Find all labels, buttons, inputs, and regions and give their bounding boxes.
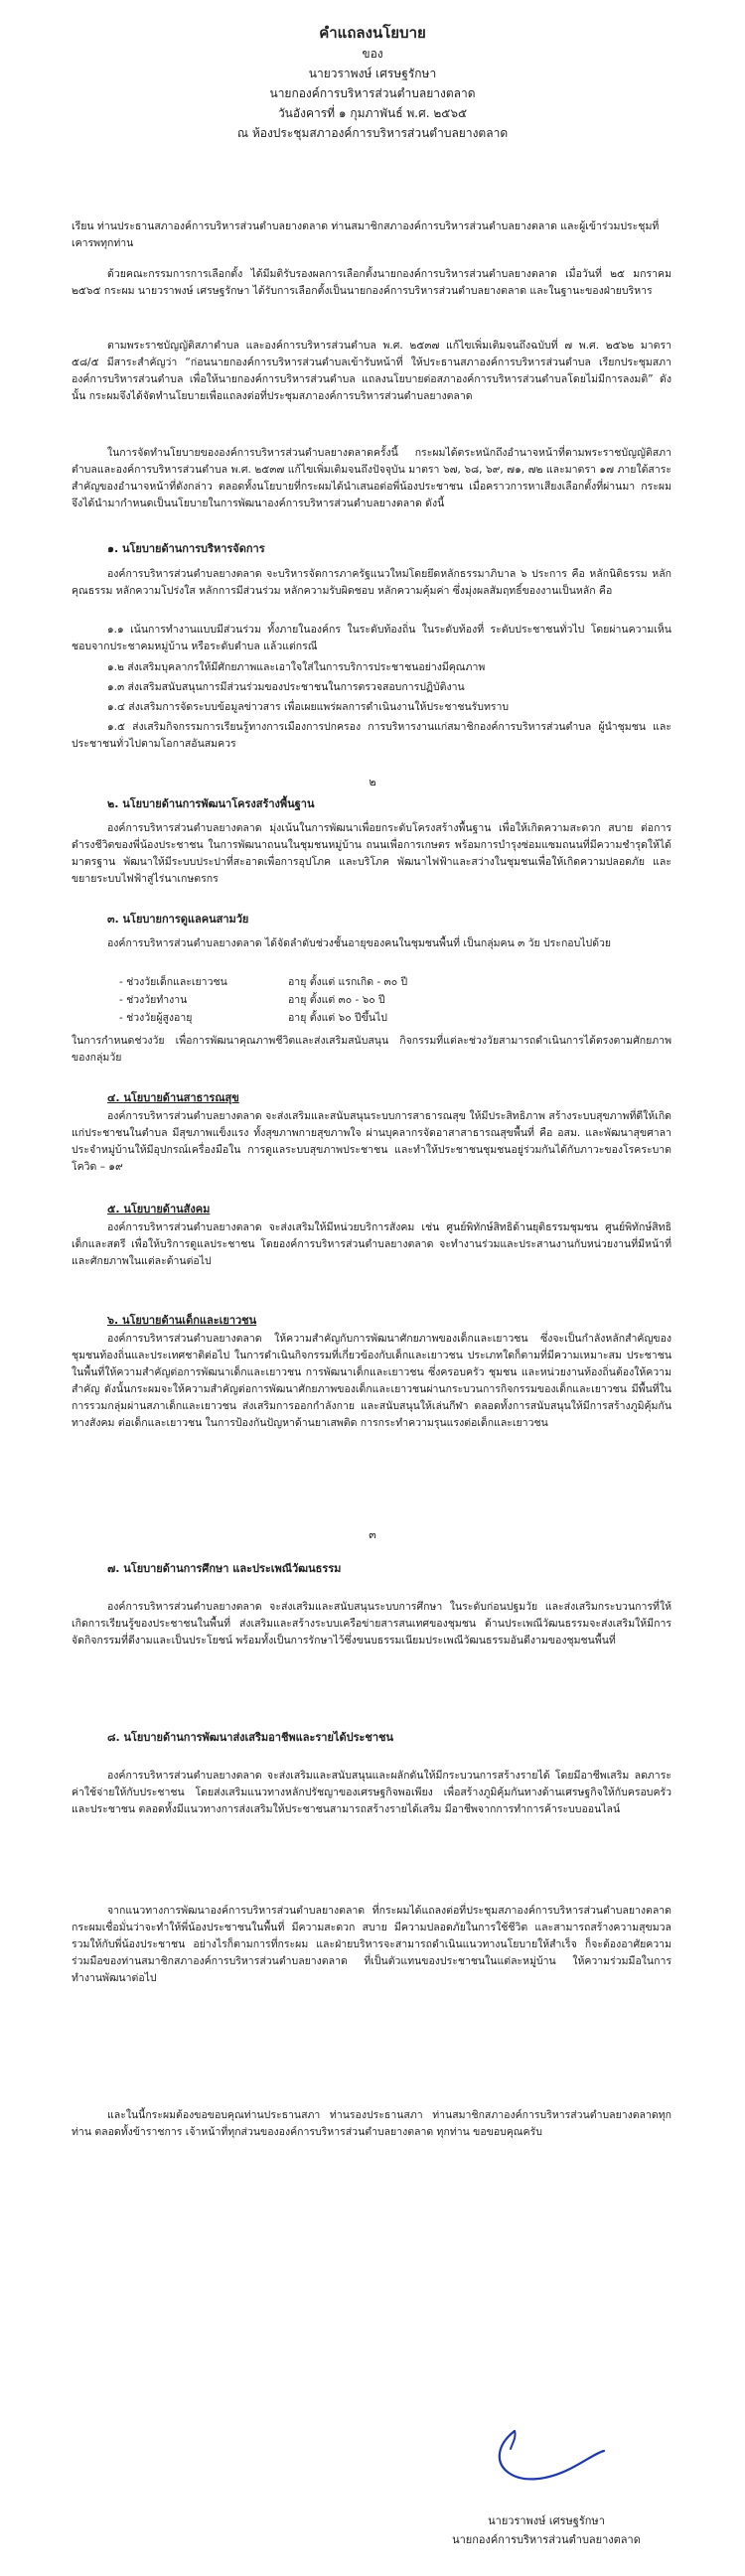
document-title: คำแถลงนโยบาย: [319, 24, 426, 42]
subtitle-line: วันอังคารที่ ๑ กุมภาพันธ์ พ.ศ. ๒๕๖๕: [277, 106, 468, 120]
policy-item: ๑.๓ ส่งเสริมสนับสนุนการมีส่วนร่วมของประชาชนในการตรวจสอบการปฏิบัติงาน: [107, 681, 465, 693]
closing-paragraph: จากแนวทางการพัฒนาองค์การบริหารส่วนตำบลยางตลาด ที่กระผมได้แถลงต่อที่ประชุมสภาองค์การบริหารส่วนตำบลยางตลาด กระผมเชื่อมั่นว่าจะทำให้พี่น้องประชาชนในพื้นที่ มีความสะดวก สบาย มีความปลอดภัยในการใช้ชีวิต และสามารถสร้างความสุขมวลรวมให้กับพี่น้องประชาชน อย่างไรก็ตามการที่กระผม และฝ่ายบริหารจะสามารถดำเนินแนวทางนโยบายให้สำเร็จ ก็จะต้องอาศัยความร่วมมือของท่านสมาชิกสภาองค์การบริหารส่วนตำบลยางตลาด ที่เป็นตัวแทนของประชาชนในแต่ละหมู่บ้าน ให้ความร่วมมือในการทำงานพัฒนาต่อไป: [72, 1905, 671, 1984]
policy-item: ๑.๒ ส่งเสริมบุคลากรให้มีศักยภาพและเอาใจใส่ในการบริการประชาชนอย่างมีคุณภาพ: [107, 661, 486, 673]
subtitle-line: นายกองค์การบริหารส่วนตำบลยางตลาด: [269, 86, 476, 100]
age-group-range: อายุ ตั้งแต่ ๖๐ ปีขึ้นไป: [288, 1012, 387, 1024]
policy-body: องค์การบริหารส่วนตำบลยางตลาด มุ่งเน้นในการพัฒนาเพื่อยกระดับโครงสร้างพื้นฐาน เพื่อให้เกิดความสะดวก สบาย ต่อการดำรงชีวิตของพี่น้องประชาชน ในการพัฒนาถนนในชุมชนหมู่บ้าน ถนนเพื่อการเกษตร พร้อมการบำรุงซ่อมแซมถนนที่มีความชำรุดให้ได้มาตรฐาน พัฒนาให้มีระบบประปาที่สะอาดเพื่อการอุปโภค และบริโภค พัฒนาไฟฟ้าและสว่างในชุมชนเพื่อให้เกิดความปลอดภัย และขยายระบบไฟฟ้าสู่ไร่นาเกษตรกร: [72, 822, 671, 885]
policy-heading: ๒. นโยบายด้านการพัฒนาโครงสร้างพื้นฐาน: [107, 797, 315, 810]
age-group-row: [119, 1009, 536, 1027]
closing-paragraph: และในนี้กระผมต้องขอขอบคุณท่านประธานสภา ท่านรองประธานสภา ท่านสมาชิกสภาองค์การบริหารส่วนตำบลยางตลาดทุกท่าน ตลอดทั้งข้าราชการ เจ้าหน้าที่ทุกส่วนขององค์การบริหารส่วนตำบลยางตลาด ทุกท่าน ขอขอบคุณครับ: [72, 2109, 671, 2138]
signer-position: นายกองค์การบริหารส่วนตำบลยางตลาด: [452, 2533, 641, 2546]
page-number: ๓: [369, 1528, 376, 1541]
policy-body: องค์การบริหารส่วนตำบลยางตลาด ให้ความสำคัญกับการพัฒนาศักยภาพของเด็กและเยาวชน ซึ่งจะเป็นกำลังหลักสำคัญของชุมชนท้องถิ่นและประเทศชาติต่อไป ในการดำเนินกิจกรรมที่เกี่ยวข้องกับเด็กและเยาวชน ประเภทใดก็ตามที่มีความเหมาะสม ประชาชนในพื้นที่ให้ความสำคัญต่อการพัฒนาเด็กและเยาวชน การพัฒนาเด็กและเยาวชน ซึ่งครอบครัว ชุมชน และหน่วยงานท้องถิ่นต้องให้ความสำคัญ ดังนั้นกระผมจะให้ความสำคัญต่อการพัฒนาศักยภาพของเด็กและเยาวชนผ่านกระบวนการกิจกรรมของเด็กและเยาวชน มีพื้นที่ในการรวมกลุ่มผ่านสภาเด็กและเยาวชน ส่งเสริมการออกกำลังกาย และสนับสนุนให้เล่นกีฬา ตลอดทั้งการสนับสนุนให้มีการสร้างภูมิคุ้มกันทางสังคม ต่อเด็กและเยาวชน ในการป้องกันปัญหาด้านยาเสพติด การกระทำความรุนแรงต่อเด็กและเยาวชน: [72, 1333, 671, 1429]
age-group-row: [119, 991, 536, 1009]
policy-body: องค์การบริหารส่วนตำบลยางตลาด จะส่งเสริมและสนับสนุนระบบการศึกษา ในระดับก่อนปฐมวัย และส่งเสริมกระบวนการที่ให้เกิดการเรียนรู้ของประชาชนในพื้นที่ ส่งเสริมและสร้างระบบเครือข่ายสารสนเทศของชุมชน ด้านประเพณีวัฒนธรรมจะส่งเสริมให้มีการจัดกิจกรรมที่ดีงามและเป็นประโยชน์ พร้อมทั้งเป็นการรักษาไว้ซึ่งขนบธรรมเนียมประเพณีวัฒนธรรมอันดีงามของชุมชนพื้นที่: [72, 1601, 671, 1646]
policy-heading: ๗. นโยบายด้านการศึกษา และประเพณีวัฒนธรรม: [107, 1562, 342, 1575]
policy-body: องค์การบริหารส่วนตำบลยางตลาด จะส่งเสริมให้มีหน่วยบริการสังคม เช่น ศูนย์พิทักษ์สิทธิด้านยุติธรรมชุมชน ศูนย์พิทักษ์สิทธิเด็กและสตรี เพื่อให้บริการดูแลประชาชน โดยองค์การบริหารส่วนตำบลยางตลาด จะทำงานร่วมและประสานงานกับหน่วยงานที่มีหน้าที่ และศักยภาพในแต่ละด้านต่อไป: [72, 1221, 671, 1267]
subtitle-line: นายวราพงษ์ เศรษฐรักษา: [308, 67, 437, 80]
subtitle-line: ณ ห้องประชุมสภาองค์การบริหารส่วนตำบลยางตลาด: [236, 126, 509, 140]
policy-heading: ๖. นโยบายด้านเด็กและเยาวชน: [107, 1314, 257, 1327]
policy-heading: ๘. นโยบายด้านการพัฒนาส่งเสริมอาชีพและรายได้ประชาชน: [107, 1731, 394, 1744]
policy-body: องค์การบริหารส่วนตำบลยางตลาด ได้จัดลำดับช่วงชั้นอายุของคนในชุมชนพื้นที่ เป็นกลุ่มคน ๓ วัย ประกอบไปด้วย: [107, 937, 612, 949]
title-block: [0, 22, 745, 143]
policy-body: ในการกำหนดช่วงวัย เพื่อการพัฒนาคุณภาพชีวิตและส่งเสริมสนับสนุน กิจกรรมที่แต่ละช่วงวัยสามารถดำเนินการได้ตรงตามศักยภาพของกลุ่มวัย: [72, 1035, 671, 1064]
policy-item: ๑.๑ เน้นการทำงานแบบมีส่วนร่วม ทั้งภายในองค์กร ในระดับท้องถิ่น ในระดับท้องที่ ระดับประชาชนทั่วไป โดยผ่านความเห็นชอบจากประชาคมหมู่บ้าน หรือระดับตำบล แล้วแต่กรณี: [72, 624, 671, 652]
policy-body: องค์การบริหารส่วนตำบลยางตลาด จะส่งเสริมและสนับสนุนระบบการสาธารณสุข ให้มีประสิทธิภาพ สร้างระบบสุขภาพที่ดีให้เกิดแก่ประชาชนในตำบล มีสุขภาพแข็งแรง ทั้งสุขภาพกายสุขภาพใจ ผ่านบุคลากรจัดอาสาสาธารณสุขพื้นที่ คือ อสม. และพัฒนาสุขศาลาประจำหมู่บ้านให้มีอุปกรณ์เครื่องมือใน การดูแลระบบสุขภาพประชาชน และทำให้ประชาชนชุมชนอยู่ร่วมกันได้กับภาวะของโรคระบาดโควิด – ๑๙: [72, 1110, 671, 1173]
signature: [437, 2423, 636, 2493]
policy-heading: ๕. นโยบายด้านสังคม: [107, 1203, 211, 1216]
intro-paragraph: ในการจัดทำนโยบายขององค์การบริหารส่วนตำบลยางตลาดครั้งนี้ กระผมได้ตระหนักถึงอำนาจหน้าที่ตามพระราชบัญญัติสภาตำบลและองค์การบริหารส่วนตำบล พ.ศ. ๒๕๓๗ แก้ไขเพิ่มเติมจนถึงปัจจุบัน มาตรา ๖๗, ๖๘, ๖๙, ๗๑, ๗๒ และมาตรา ๑๗ ภายใต้สาระสำคัญของอำนาจหน้าที่ดังกล่าว ตลอดทั้งนโยบายที่กระผมได้นำเสนอต่อพี่น้องประชาชน เมื่อคราวการหาเสียงเลือกตั้งที่ผ่านมา กระผมจึงได้นำมากำหนดเป็นนโยบายในการพัฒนาองค์การบริหารส่วนตำบลยางตลาด ดังนี้: [72, 447, 671, 509]
policy-item: ๑.๕ ส่งเสริมกิจกรรมการเรียนรู้ทางการเมืองการปกครอง การบริหารงานแก่สมาชิกองค์การบริหารส่วนตำบล ผู้นำชุมชน และประชาชนทั่วไปตามโอกาสอันสมควร: [72, 721, 671, 750]
salutation: เรียน ท่านประธานสภาองค์การบริหารส่วนตำบลยางตลาด ท่านสมาชิกสภาองค์การบริหารส่วนตำบลยางตลาด และผู้เข้าร่วมประชุมที่เคารพทุกท่าน: [72, 220, 660, 249]
policy-body: องค์การบริหารส่วนตำบลยางตลาด จะส่งเสริมและสนับสนุนและผลักดันให้มีกระบวนการสร้างรายได้ โดยมีอาชีพเสริม ลดภาระค่าใช้จ่ายให้กับประชาชน โดยส่งเสริมแนวทางหลักปรัชญาของเศรษฐกิจพอเพียง เพื่อสร้างภูมิคุ้มกันทางด้านเศรษฐกิจให้กับครอบครัวและประชาชน ตลอดทั้งมีแนวทางการส่งเสริมให้ประชาชนสามารถสร้างรายได้เสริม มีอาชีพจากการทำการค้าระบบออนไลน์: [72, 1770, 671, 1815]
age-group-list: [119, 973, 536, 1027]
policy-heading: ๔. นโยบายด้านสาธารณสุข: [107, 1091, 239, 1104]
age-group-row: [119, 973, 536, 991]
intro-paragraph: ตามพระราชบัญญัติสภาตำบล และองค์การบริหารส่วนตำบล พ.ศ. ๒๕๓๗ แก้ไขเพิ่มเติมจนถึงฉบับที่ ๗ พ.ศ. ๒๕๖๒ มาตรา ๕๘/๕ มีสาระสำคัญว่า “ก่อนนายกองค์การบริหารส่วนตำบลเข้ารับหน้าที่ ให้ประธานสภาองค์การบริหารส่วนตำบล เรียกประชุมสภาองค์การบริหารส่วนตำบล เพื่อให้นายกองค์การบริหารส่วนตำบล แถลงนโยบายต่อสภาองค์การบริหารส่วนตำบลโดยไม่มีการลงมติ” ดังนั้น กระผมจึงได้จัดทำนโยบายเพื่อแถลงต่อที่ประชุมสภาองค์การบริหารส่วนตำบลยางตลาด: [72, 340, 671, 402]
age-group-range: อายุ ตั้งแต่ แรกเกิด - ๓๐ ปี: [288, 976, 408, 988]
age-group-label: - ช่วงวัยทำงาน: [119, 994, 188, 1006]
policy-body: องค์การบริหารส่วนตำบลยางตลาด จะบริหารจัดการภาครัฐแนวใหม่โดยยึดหลักธรรมาภิบาล ๖ ประการ คือ หลักนิติธรรม หลักคุณธรรม หลักความโปร่งใส หลักการมีส่วนร่วม หลักความรับผิดชอบ หลักความคุ้มค่า ซึ่งมุ่งผลสัมฤทธิ์ของงานเป็นหลัก คือ: [72, 568, 671, 597]
age-group-range: อายุ ตั้งแต่ ๓๐ - ๖๐ ปี: [288, 994, 385, 1006]
age-group-label: - ช่วงวัยผู้สูงอายุ: [119, 1012, 193, 1024]
intro-paragraph: ด้วยคณะกรรมการการเลือกตั้ง ได้มีมติรับรองผลการเลือกตั้งนายกองค์การบริหารส่วนตำบลยางตลาด เมื่อวันที่ ๒๕ มกราคม ๒๕๖๕ กระผม นายวราพงษ์ เศรษฐรักษา ได้รับการเลือกตั้งเป็นนายกองค์การบริหารส่วนตำบลยางตลาด และในฐานะของฝ่ายบริหาร: [72, 268, 671, 297]
policy-heading: ๓. นโยบายการดูแลคนสามวัย: [107, 913, 249, 926]
policy-item: ๑.๔ ส่งเสริมการจัดระบบข้อมูลข่าวสาร เพื่อเผยแพร่ผลการดำเนินงานให้ประชาชนรับทราบ: [107, 701, 510, 713]
signer-name: นายวราพงษ์ เศรษฐรักษา: [488, 2514, 605, 2527]
subtitle-line: ของ: [362, 47, 383, 61]
page-number: ๒: [369, 776, 376, 788]
age-group-label: - ช่วงวัยเด็กและเยาวชน: [119, 976, 227, 988]
policy-heading: ๑. นโยบายด้านการบริหารจัดการ: [107, 542, 265, 555]
